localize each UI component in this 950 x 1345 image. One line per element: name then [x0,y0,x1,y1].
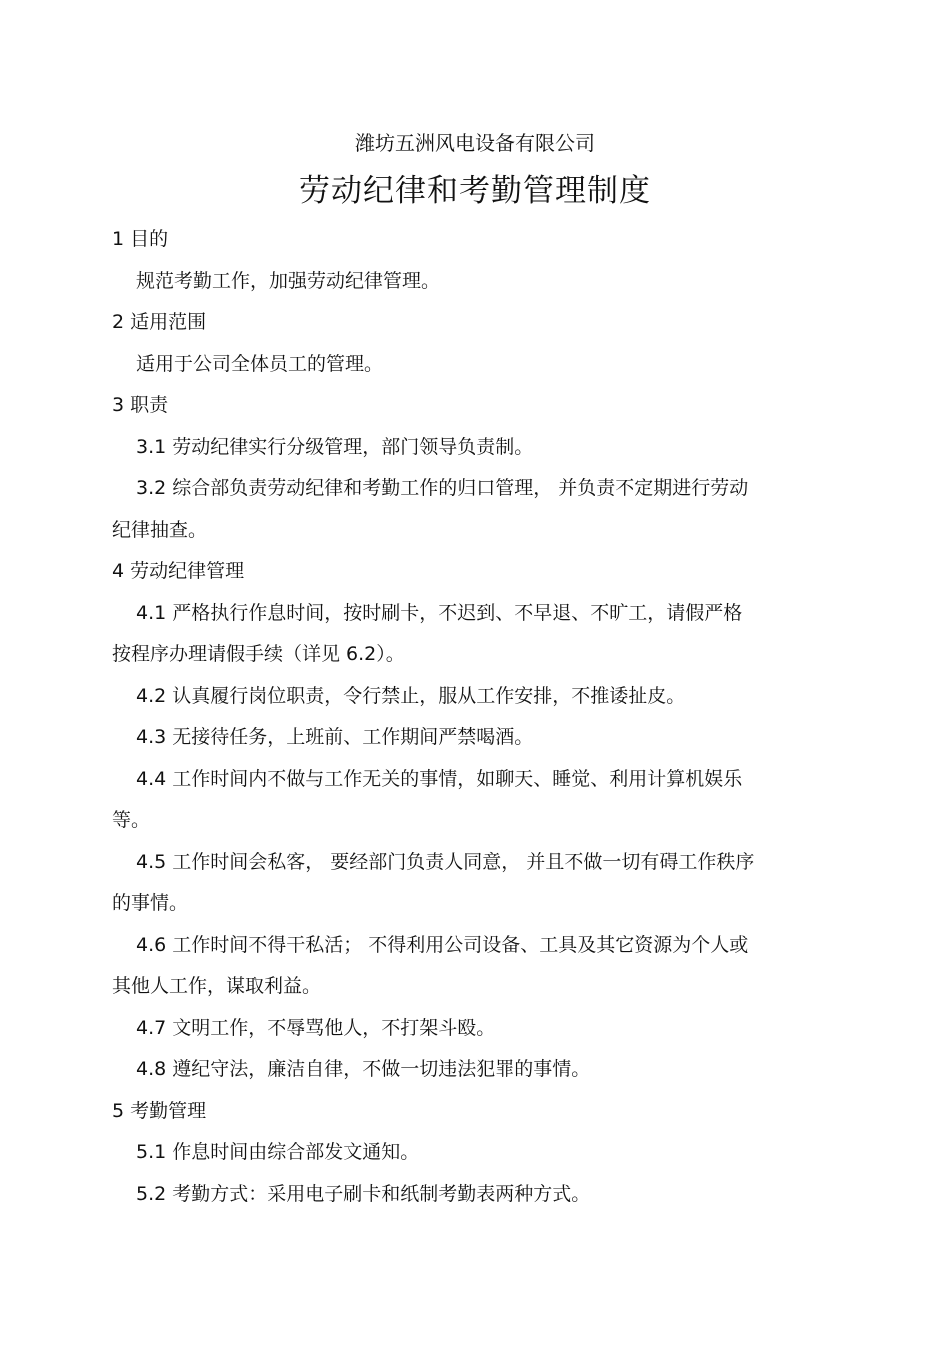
paragraph-line: 4.3 无接待任务，上班前、工作期间严禁喝酒。 [136,726,534,748]
paragraph-line: 纪律抽查。 [112,518,208,541]
paragraph-line: 其他人工作，谋取利益。 [112,975,322,997]
paragraph-line: 3.2 综合部负责劳动纪律和考勤工作的归口管理， 并负责不定期进行劳动 [136,477,749,499]
paragraph-line: 5.2 考勤方式：采用电子刷卡和纸制考勤表两种方式。 [136,1182,591,1205]
paragraph-line: 适用于公司全体员工的管理。 [136,352,384,375]
paragraph-line: 4.4 工作时间内不做与工作无关的事情，如聊天、睡觉、利用计算机娱乐 [136,767,743,790]
paragraph-line: 4.6 工作时间不得干私活； 不得利用公司设备、工具及其它资源为个人或 [136,933,749,956]
section-heading: 1 目的 [112,228,169,250]
paragraph-line: 按程序办理请假手续（详见 6.2）。 [112,643,405,665]
paragraph-line: 4.2 认真履行岗位职责，令行禁止，服从工作安排，不推诿扯皮。 [136,684,686,707]
paragraph-line: 4.1 严格执行作息时间，按时刷卡，不迟到、不早退、不旷工，请假严格 [136,601,743,624]
section-heading: 4 劳动纪律管理 [112,560,245,582]
section-heading: 3 职责 [112,394,169,416]
paragraph-line: 4.7 文明工作，不辱骂他人，不打架斗殴。 [136,1016,496,1039]
paragraph-line: 4.8 遵纪守法，廉洁自律，不做一切违法犯罪的事情。 [136,1058,591,1080]
paragraph-line: 的事情。 [112,892,189,914]
paragraph-line: 3.1 劳动纪律实行分级管理，部门领导负责制。 [136,435,534,458]
paragraph-line: 等。 [112,809,151,831]
company-name: 潍坊五洲风电设备有限公司 [355,131,595,155]
paragraph-line: 4.5 工作时间会私客， 要经部门负责人同意， 并且不做一切有碍工作秩序 [136,850,755,873]
section-heading: 5 考勤管理 [112,1099,207,1122]
paragraph-line: 规范考勤工作，加强劳动纪律管理。 [136,269,441,292]
document-title: 劳动纪律和考勤管理制度 [299,173,651,209]
section-heading: 2 适用范围 [112,311,207,333]
paragraph-line: 5.1 作息时间由综合部发文通知。 [136,1141,420,1163]
